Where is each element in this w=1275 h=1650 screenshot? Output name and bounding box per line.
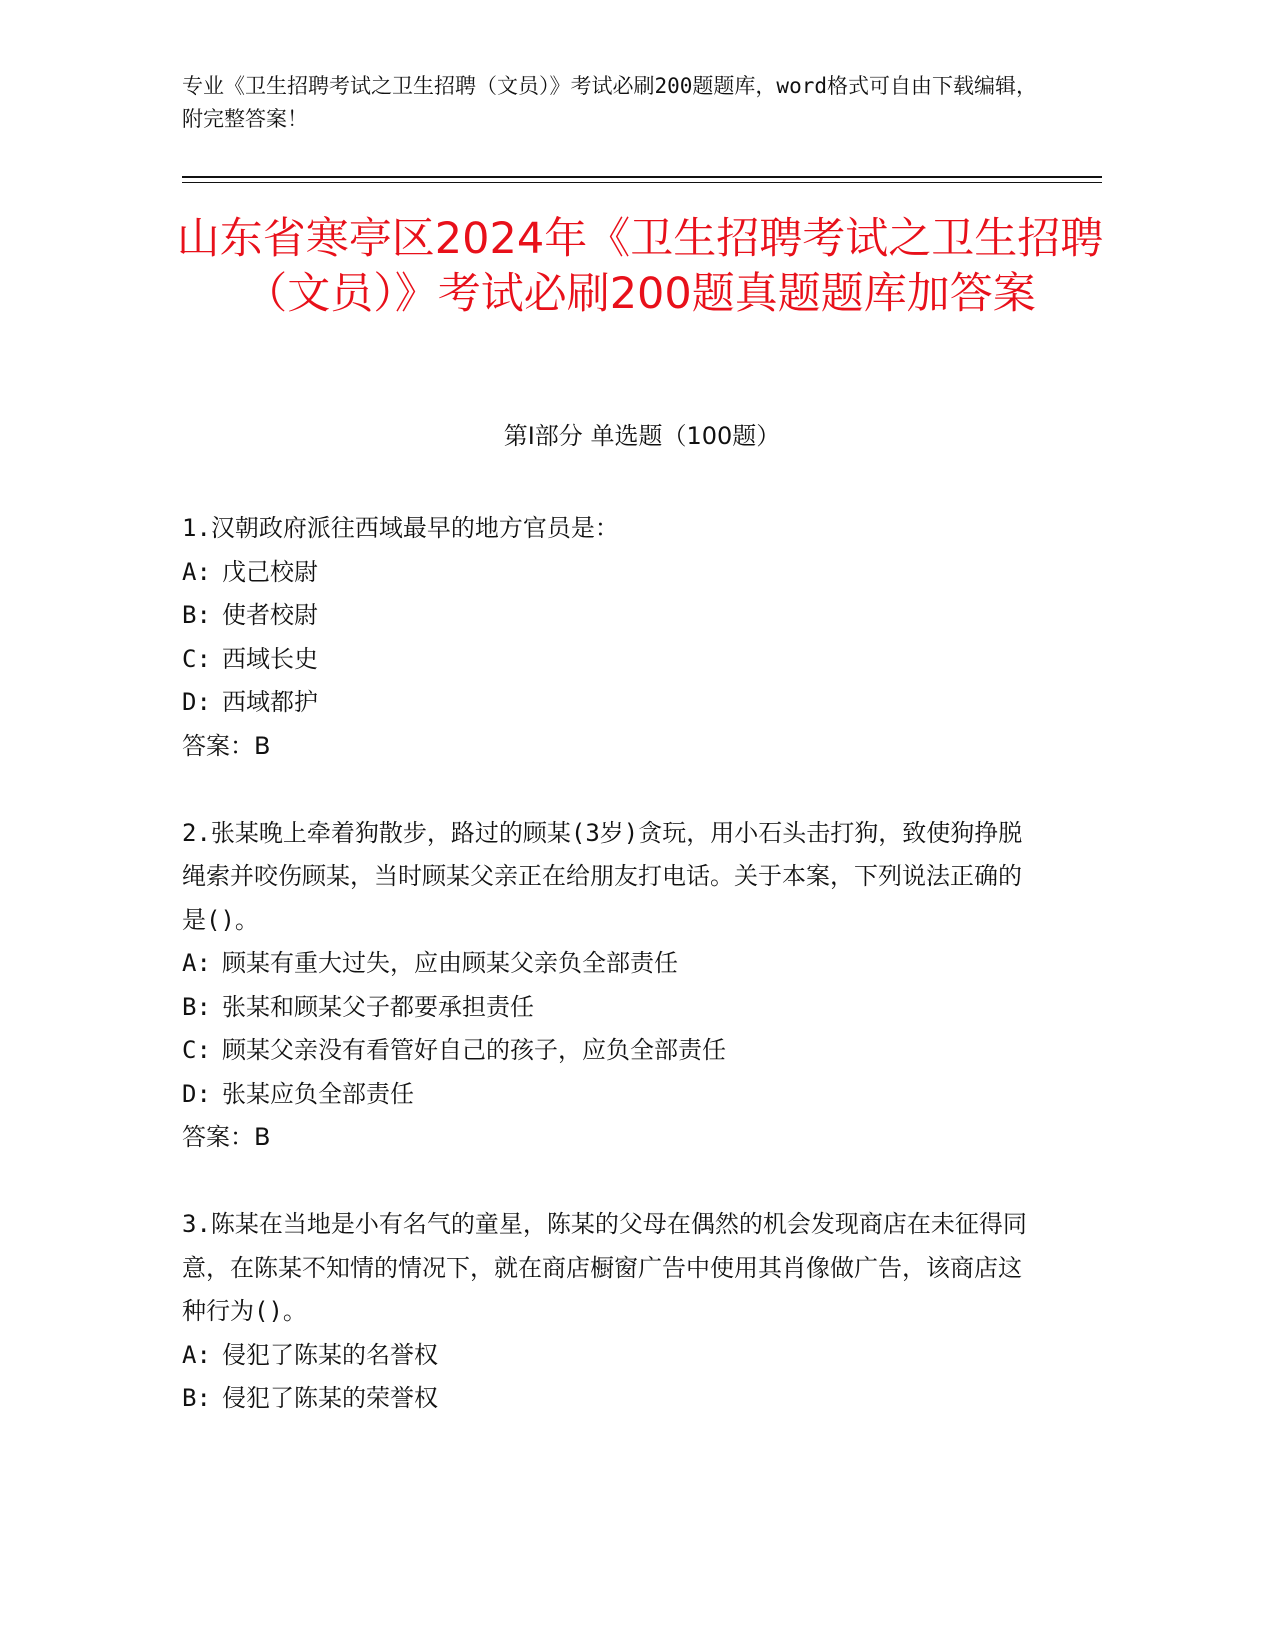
option-text: 张某应负全部责任 <box>222 1079 414 1108</box>
option-b <box>182 986 1042 1030</box>
option-letter: B: <box>182 601 211 629</box>
question-stem: 2.张某晚上牵着狗散步，路过的顾某(3岁)贪玩，用小石头击打狗，致使狗挣脱绳索并咬伤顾某，当时顾某父亲正在给朋友打电话。关于本案，下列说法正确的是()。 <box>182 818 1023 934</box>
option-a <box>182 551 1042 595</box>
question-3 <box>182 1203 1042 1421</box>
option-letter: D: <box>182 688 211 716</box>
option-b <box>182 594 1042 638</box>
section-title: 第Ⅰ部分 单选题（100题） <box>503 422 781 450</box>
question-list <box>182 507 1042 1464</box>
option-text: 戊己校尉 <box>222 557 318 586</box>
option-text: 顾某父亲没有看管好自己的孩子，应负全部责任 <box>222 1036 726 1064</box>
question-1 <box>182 507 1042 768</box>
option-d <box>182 1073 1042 1117</box>
option-b <box>182 1377 1042 1421</box>
question-stem: 1.汉朝政府派往西域最早的地方官员是： <box>182 514 619 542</box>
question-2 <box>182 812 1042 1160</box>
option-letter: A: <box>182 949 211 977</box>
option-letter: A: <box>182 1340 211 1369</box>
header-note: 专业《卫生招聘考试之卫生招聘（文员）》考试必刷200题题库，word格式可自由下载编辑，附完整答案！ <box>182 74 1037 131</box>
option-text: 侵犯了陈某的荣誉权 <box>222 1384 438 1412</box>
option-letter: A: <box>182 557 211 586</box>
option-letter: B: <box>182 992 211 1021</box>
option-c <box>182 638 1042 682</box>
option-letter: D: <box>182 1079 211 1108</box>
question-stem: 3.陈某在当地是小有名气的童星，陈某的父母在偶然的机会发现商店在未征得同意，在陈某不知情的情况下，就在商店橱窗广告中使用其肖像做广告，该商店这种行为()。 <box>182 1210 1027 1325</box>
option-text: 侵犯了陈某的名誉权 <box>222 1340 438 1369</box>
header-divider-thin <box>182 182 1102 183</box>
header-divider-thick <box>182 176 1102 178</box>
option-text: 使者校尉 <box>222 601 318 629</box>
option-text: 西域长史 <box>222 644 318 673</box>
option-a <box>182 1334 1042 1378</box>
option-d <box>182 681 1042 725</box>
option-c <box>182 1029 1042 1073</box>
option-letter: B: <box>182 1384 211 1412</box>
option-text: 顾某有重大过失，应由顾某父亲负全部责任 <box>222 949 678 977</box>
option-text: 西域都护 <box>222 688 318 716</box>
option-letter: C: <box>182 1036 211 1064</box>
question-answer: 答案：B <box>182 1123 271 1151</box>
question-answer: 答案：B <box>182 731 271 760</box>
document-title: 山东省寒亭区2024年《卫生招聘考试之卫生招聘（文员）》考试必刷200题真题题库加答案 <box>176 214 1104 319</box>
option-letter: C: <box>182 644 211 673</box>
option-text: 张某和顾某父子都要承担责任 <box>222 992 534 1021</box>
option-a <box>182 942 1042 986</box>
